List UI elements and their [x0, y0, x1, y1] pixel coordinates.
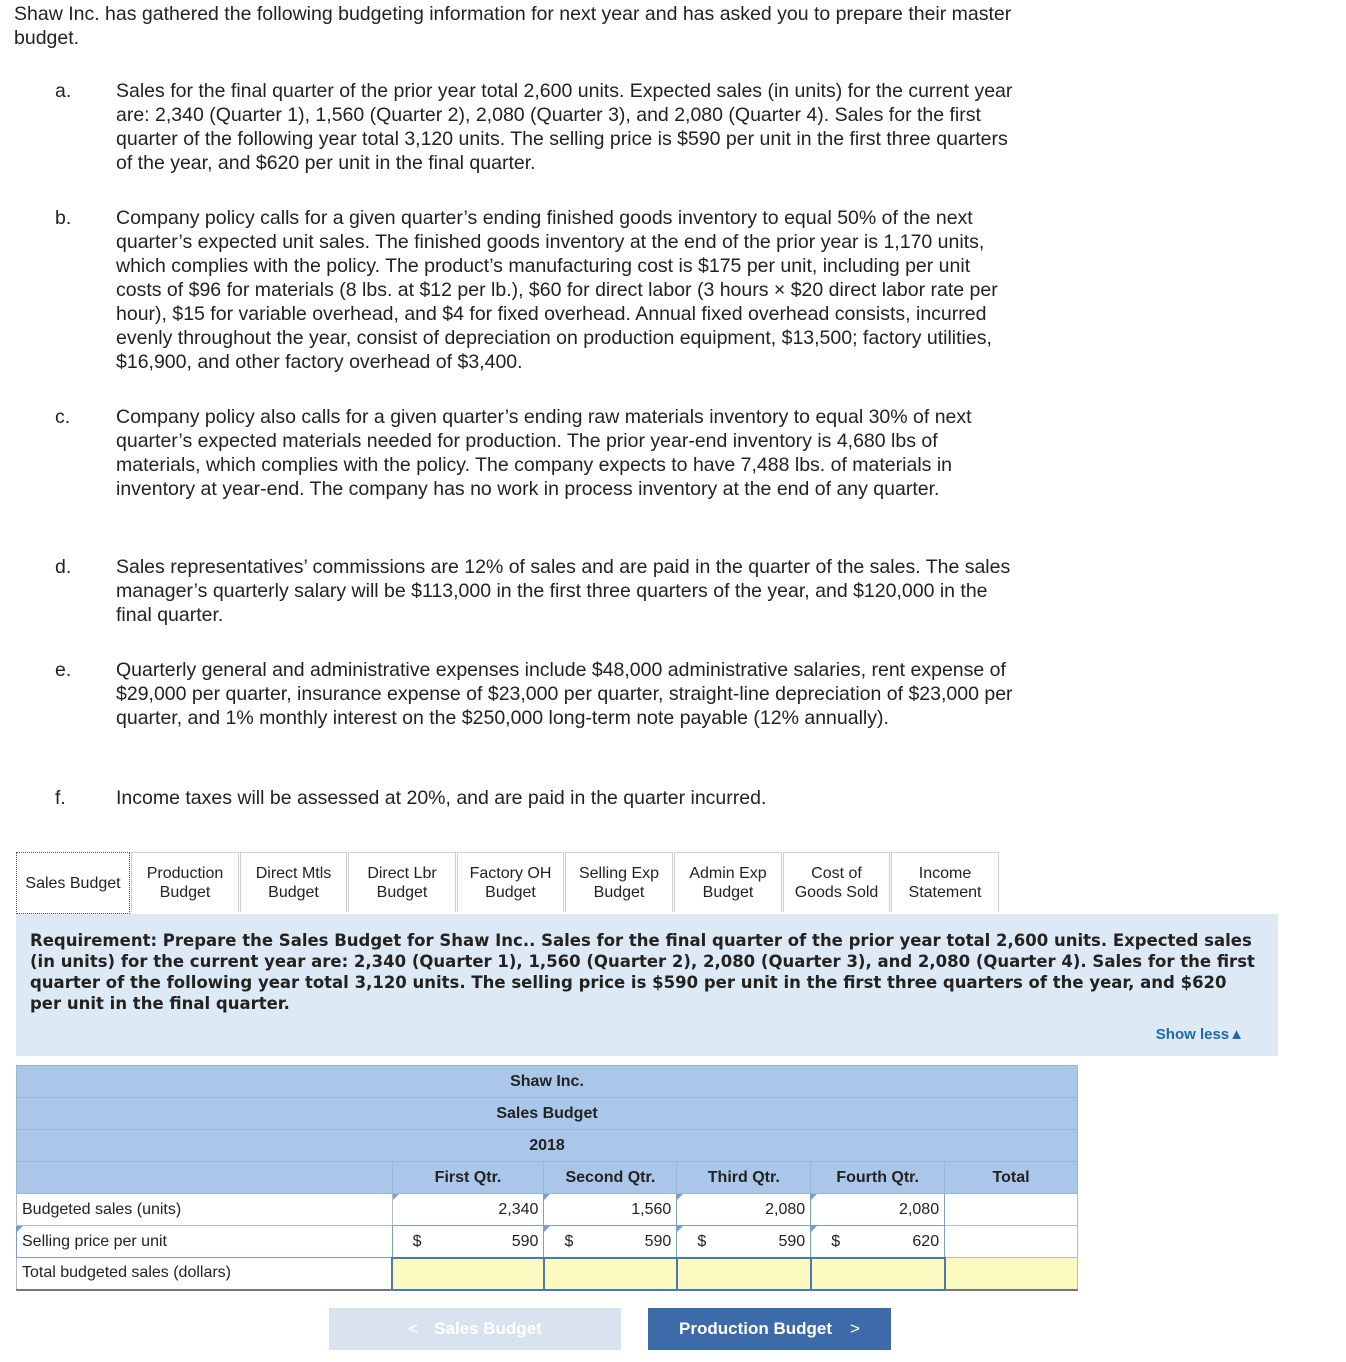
price-q1-input[interactable]: $ 590 [392, 1226, 544, 1258]
item-letter: e. [55, 659, 72, 681]
item-letter: c. [55, 406, 71, 428]
tab-sales-budget[interactable]: Sales Budget [16, 852, 130, 914]
column-header-total: Total [945, 1162, 1078, 1194]
units-q2-input[interactable]: 1,560 [544, 1194, 677, 1226]
chevron-right-icon: > [850, 1319, 860, 1338]
price-q3-input[interactable]: $ 590 [677, 1226, 811, 1258]
total-total-input[interactable] [945, 1258, 1078, 1290]
units-q4-input[interactable]: 2,080 [811, 1194, 945, 1226]
row-label-total: Total budgeted sales (dollars) [17, 1258, 393, 1290]
item-text: Sales for the final quarter of the prior year total 2,600 units. Expected sales (in units) for the current year are: 2,340 (Quarter 1), 1,560 (Quarter 2), 2,080 (Quarter 3), and 2,080 (Quarter 4). Sales for the first quarter of the following year total 3,120 units. The selling price is $590 per unit in the first three quarters of the year, and $620 per unit in the final quarter. [116, 80, 1013, 174]
sales-budget-table [16, 1065, 1078, 1291]
chevron-left-icon: < [408, 1319, 419, 1338]
show-less-link[interactable]: Show less▲ [1155, 1026, 1244, 1043]
intro-text: Shaw Inc. has gathered the following budgeting information for next year and has asked you to prepare their master budget. [14, 3, 1012, 49]
units-total-cell [945, 1194, 1078, 1226]
units-q1-input[interactable]: 2,340 [392, 1194, 544, 1226]
prev-button-label: Sales Budget [434, 1319, 542, 1338]
next-production-budget-button[interactable] [648, 1308, 891, 1350]
row-label-units: Budgeted sales (units) [17, 1194, 393, 1226]
column-header-blank [17, 1162, 393, 1194]
total-q2-input[interactable] [544, 1258, 677, 1290]
units-q3-input[interactable]: 2,080 [677, 1194, 811, 1226]
column-header-q4: Fourth Qtr. [811, 1162, 945, 1194]
item-text: Income taxes will be assessed at 20%, and are paid in the quarter incurred. [116, 787, 767, 809]
total-q4-input[interactable] [811, 1258, 945, 1290]
total-q3-input[interactable] [677, 1258, 811, 1290]
price-q4-input[interactable]: $ 620 [811, 1226, 945, 1258]
item-letter: b. [55, 207, 72, 229]
tab-admin-exp-budget[interactable]: Admin Exp Budget [674, 852, 782, 912]
item-text: Company policy calls for a given quarter’s ending finished goods inventory to equal 50% of the next quarter’s expected unit sales. The finished goods inventory at the end of the prior year is 1,170 units, which complies with the policy. The product’s manufacturing cost is $175 per unit, including per unit costs of $96 for materials (8 lbs. at $12 per lb.), $60 for direct labor (3 hours × $20 direct labor rate per hour), $15 for variable overhead, and $4 for fixed overhead. Annual fixed overhead consists, incurred evenly throughout the year, consist of depreciation on production equipment, $13,500; factory utilities, $16,900, and other factory overhead of $3,400. [116, 207, 998, 373]
tab-factory-oh-budget[interactable]: Factory OH Budget [457, 852, 564, 912]
next-button-label: Production Budget [679, 1319, 833, 1338]
table-row-price [17, 1226, 1078, 1258]
budget-year: 2018 [17, 1130, 1078, 1162]
tab-direct-lbr-budget[interactable]: Direct Lbr Budget [348, 852, 456, 912]
requirement-panel [16, 914, 1278, 1056]
tab-direct-mtls-budget[interactable]: Direct Mtls Budget [240, 852, 347, 912]
item-letter: a. [55, 80, 72, 102]
budget-title: Sales Budget [17, 1098, 1078, 1130]
requirement-text: Requirement: Prepare the Sales Budget for Shaw Inc.. Sales for the final quarter of the prior year total 2,600 units. Expected sales (in units) for the current year are: 2,340 (Quarter 1), 1,560 (Quarter 2), 2,080 (Quarter 3), and 2,080 (Quarter 4). Sales for the first quarter of the following year total 3,120 units. The selling price is $590 per unit in the first three quarters of the year, and $620 per unit in the final quarter. [30, 931, 1255, 1013]
item-text: Sales representatives’ commissions are 12% of sales and are paid in the quarter of the sales. The sales manager’s quarterly salary will be $113,000 in the first three quarters of the year, and $120,000 in the final quarter. [116, 556, 1011, 626]
tab-selling-exp-budget[interactable]: Selling Exp Budget [565, 852, 673, 912]
row-label-price: Selling price per unit [17, 1226, 393, 1258]
price-total-cell [945, 1226, 1078, 1258]
column-header-q1: First Qtr. [392, 1162, 544, 1194]
tab-income-statement[interactable]: Income Statement [891, 852, 999, 912]
tab-production-budget[interactable]: Production Budget [131, 852, 239, 912]
tab-cost-of-goods-sold[interactable]: Cost of Goods Sold [783, 852, 890, 912]
total-q1-input[interactable] [392, 1258, 544, 1290]
column-header-q2: Second Qtr. [544, 1162, 677, 1194]
column-header-q3: Third Qtr. [677, 1162, 811, 1194]
company-name: Shaw Inc. [17, 1066, 1078, 1098]
table-row-total [17, 1258, 1078, 1290]
item-letter: f. [55, 787, 66, 809]
item-text: Quarterly general and administrative expenses include $48,000 administrative salaries, rent expense of $29,000 per quarter, insurance expense of $23,000 per quarter, straight-line depreciation of $23,000 per quarter, and 1% monthly interest on the $250,000 long-term note payable (12% annually). [116, 659, 1013, 729]
item-letter: d. [55, 556, 72, 578]
item-text: Company policy also calls for a given quarter’s ending raw materials inventory to equal 30% of next quarter’s expected materials needed for production. The prior year-end inventory is 4,680 lbs of materials, which complies with the policy. The company expects to have 7,488 lbs. of materials in inventory at year-end. The company has no work in process inventory at the end of any quarter. [116, 406, 972, 500]
prev-sales-budget-button[interactable] [329, 1308, 621, 1350]
table-row-units [17, 1194, 1078, 1226]
price-q2-input[interactable]: $ 590 [544, 1226, 677, 1258]
